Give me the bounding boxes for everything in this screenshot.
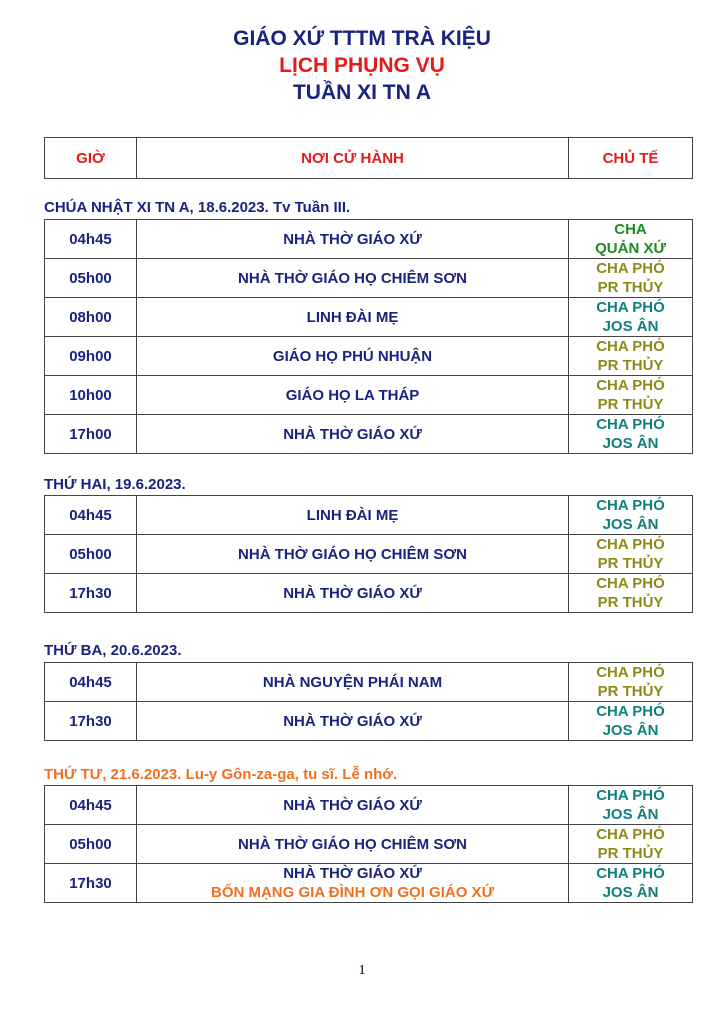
day-label-monday: THỨ HAI, 19.6.2023. <box>44 476 186 493</box>
celebrant-name: PR THỦY <box>597 594 664 611</box>
celebrant-name: QUẢN XỨ <box>595 240 666 257</box>
time-cell: 17h30 <box>45 702 137 741</box>
celebrant-name: PR THỦY <box>597 357 664 374</box>
time-cell: 04h45 <box>45 496 137 535</box>
table-row <box>45 864 693 903</box>
day-label-wednesday: THỨ TƯ, 21.6.2023. Lu-y Gôn-za-ga, tu sĩ. Lễ nhớ. <box>44 766 398 783</box>
table-row <box>45 376 693 415</box>
celebrant-cell <box>569 825 693 864</box>
place-cell: NHÀ THỜ GIÁO XỨ <box>137 702 569 741</box>
column-header-celebrant: CHỦ TẾ <box>569 138 693 179</box>
celebrant-cell <box>569 337 693 376</box>
time-cell: 05h00 <box>45 825 137 864</box>
celebrant-title: CHA PHÓ <box>596 865 665 882</box>
place-name: NHÀ THỜ GIÁO XỨ <box>283 865 422 882</box>
celebrant-cell <box>569 663 693 702</box>
place-cell: NHÀ THỜ GIÁO HỌ CHIÊM SƠN <box>137 825 569 864</box>
celebrant-name: JOS ÂN <box>602 884 659 901</box>
table-row <box>45 786 693 825</box>
parish-title: GIÁO XỨ TTTM TRÀ KIỆU <box>233 27 491 50</box>
place-cell: GIÁO HỌ PHÚ NHUẬN <box>137 337 569 376</box>
celebrant-name: PR THỦY <box>597 683 664 700</box>
schedule-title: LỊCH PHỤNG VỤ <box>279 54 445 77</box>
page-number: 1 <box>358 963 366 978</box>
table-row <box>45 574 693 613</box>
place-cell: NHÀ NGUYỆN PHÁI NAM <box>137 663 569 702</box>
celebrant-title: CHA PHÓ <box>596 497 665 514</box>
place-cell: NHÀ THỜ GIÁO XỨ <box>137 786 569 825</box>
celebrant-title: CHA PHÓ <box>596 299 665 316</box>
celebrant-name: JOS ÂN <box>602 806 659 823</box>
table-row <box>45 220 693 259</box>
table-row <box>45 535 693 574</box>
table-row <box>45 298 693 337</box>
celebrant-cell <box>569 864 693 903</box>
time-cell: 05h00 <box>45 259 137 298</box>
table-row <box>45 825 693 864</box>
celebrant-title: CHA PHÓ <box>596 338 665 355</box>
celebrant-name: JOS ÂN <box>602 722 659 739</box>
place-cell: LINH ĐÀI MẸ <box>137 298 569 337</box>
celebrant-name: JOS ÂN <box>602 318 659 335</box>
celebrant-title: CHA PHÓ <box>596 703 665 720</box>
place-cell: LINH ĐÀI MẸ <box>137 496 569 535</box>
celebrant-cell <box>569 259 693 298</box>
place-cell: NHÀ THỜ GIÁO XỨ <box>137 415 569 454</box>
celebrant-cell <box>569 574 693 613</box>
day-label-sunday: CHÚA NHẬT XI TN A, 18.6.2023. Tv Tuần III. <box>44 199 351 216</box>
celebrant-title: CHA PHÓ <box>596 536 665 553</box>
celebrant-title: CHA <box>614 221 647 238</box>
table-row <box>45 663 693 702</box>
celebrant-title: CHA PHÓ <box>596 787 665 804</box>
place-cell: NHÀ THỜ GIÁO XỨ <box>137 574 569 613</box>
table-row <box>45 702 693 741</box>
celebrant-name: JOS ÂN <box>602 516 659 533</box>
time-cell: 04h45 <box>45 663 137 702</box>
place-note: BỔN MẠNG GIA ĐÌNH ƠN GỌI GIÁO XỨ <box>210 884 495 901</box>
celebrant-name: PR THỦY <box>597 555 664 572</box>
celebrant-cell <box>569 702 693 741</box>
celebrant-cell <box>569 535 693 574</box>
place-cell: GIÁO HỌ LA THÁP <box>137 376 569 415</box>
celebrant-name: PR THỦY <box>597 845 664 862</box>
time-cell: 04h45 <box>45 220 137 259</box>
day-label-tuesday: THỨ BA, 20.6.2023. <box>44 642 182 659</box>
table-row <box>45 496 693 535</box>
time-cell: 08h00 <box>45 298 137 337</box>
time-cell: 10h00 <box>45 376 137 415</box>
celebrant-cell <box>569 786 693 825</box>
time-cell: 04h45 <box>45 786 137 825</box>
day-table-monday <box>44 495 693 613</box>
celebrant-title: CHA PHÓ <box>596 416 665 433</box>
week-title: TUẦN XI TN A <box>292 81 432 104</box>
day-table-tuesday <box>44 662 693 741</box>
column-header-table <box>44 137 693 179</box>
table-row <box>45 415 693 454</box>
celebrant-title: CHA PHÓ <box>596 664 665 681</box>
time-cell: 09h00 <box>45 337 137 376</box>
table-row <box>45 337 693 376</box>
celebrant-name: PR THỦY <box>597 279 664 296</box>
column-header-time: GIỜ <box>45 138 137 179</box>
column-header-place: NƠI CỬ HÀNH <box>137 138 569 179</box>
table-row <box>45 259 693 298</box>
celebrant-name: PR THỦY <box>597 396 664 413</box>
celebrant-title: CHA PHÓ <box>596 377 665 394</box>
time-cell: 17h30 <box>45 574 137 613</box>
place-cell: NHÀ THỜ GIÁO HỌ CHIÊM SƠN <box>137 535 569 574</box>
place-cell <box>137 864 569 903</box>
day-table-sunday <box>44 219 693 454</box>
time-cell: 17h30 <box>45 864 137 903</box>
time-cell: 17h00 <box>45 415 137 454</box>
celebrant-cell <box>569 496 693 535</box>
celebrant-title: CHA PHÓ <box>596 826 665 843</box>
celebrant-cell <box>569 376 693 415</box>
day-table-wednesday <box>44 785 693 903</box>
celebrant-cell <box>569 415 693 454</box>
celebrant-title: CHA PHÓ <box>596 260 665 277</box>
celebrant-cell <box>569 298 693 337</box>
place-cell: NHÀ THỜ GIÁO XỨ <box>137 220 569 259</box>
time-cell: 05h00 <box>45 535 137 574</box>
celebrant-title: CHA PHÓ <box>596 575 665 592</box>
place-cell: NHÀ THỜ GIÁO HỌ CHIÊM SƠN <box>137 259 569 298</box>
celebrant-name: JOS ÂN <box>602 435 659 452</box>
celebrant-cell <box>569 220 693 259</box>
